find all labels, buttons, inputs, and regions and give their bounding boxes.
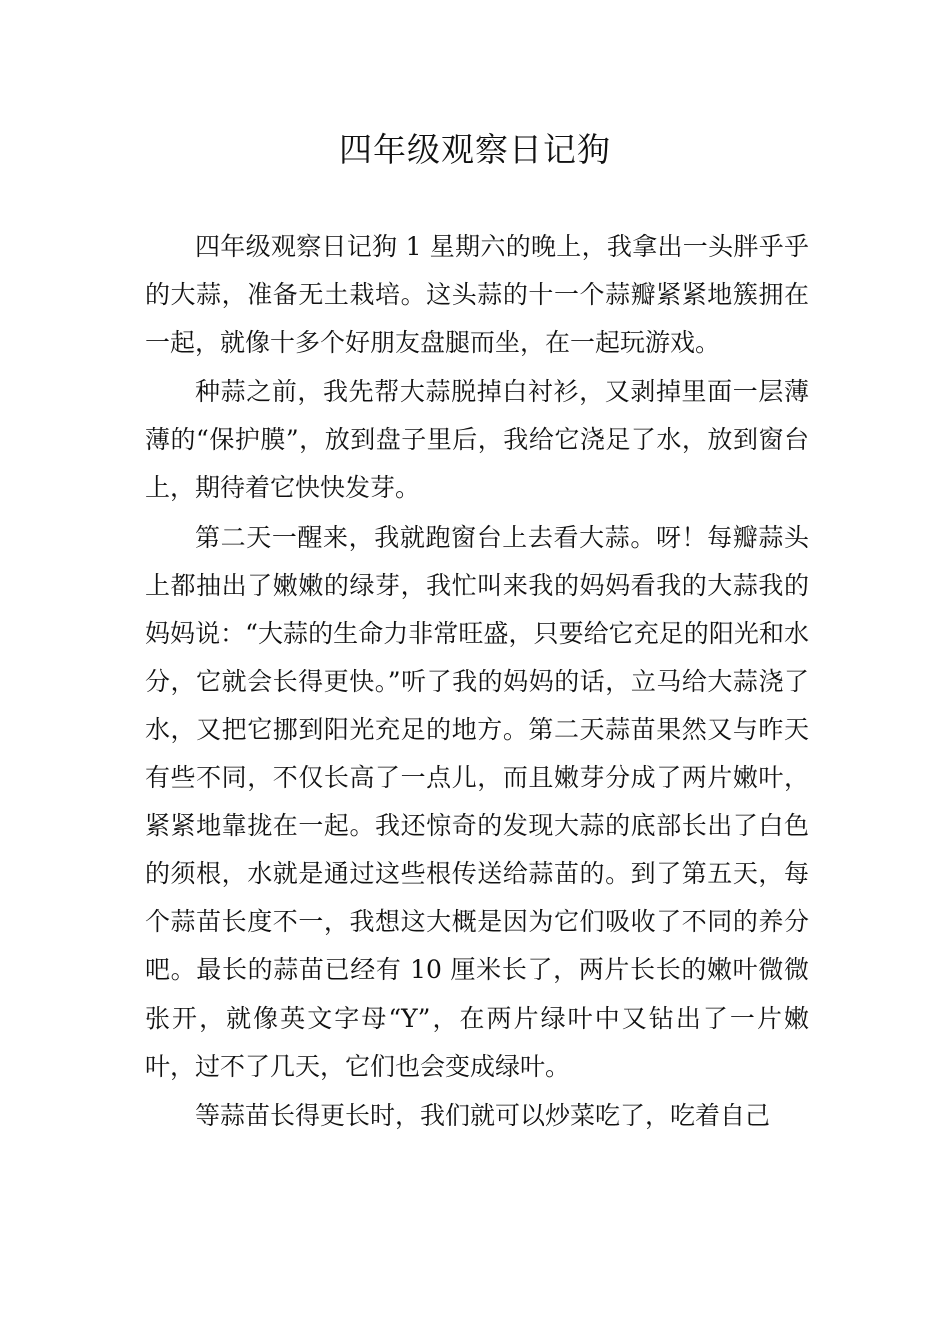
- document-body: [145, 223, 809, 1141]
- paragraph-2: 种蒜之前，我先帮大蒜脱掉白衬衫，又剥掉里面一层薄薄的“保护膜”，放到盘子里后，我给它浇足了水，放到窗台上，期待着它快快发芽。: [145, 377, 809, 503]
- paragraph-1: 四年级观察日记狗 1 星期六的晚上，我拿出一头胖乎乎的大蒜，准备无土栽培。这头蒜的十一个蒜瓣紧紧地簇拥在一起，就像十多个好朋友盘腿而坐，在一起玩游戏。: [145, 232, 809, 358]
- paragraph-4: 等蒜苗长得更长时，我们就可以炒菜吃了，吃着自己: [195, 1100, 771, 1130]
- paragraph-3: 第二天一醒来，我就跑窗台上去看大蒜。呀！每瓣蒜头上都抽出了嫩嫩的绿芽，我忙叫来我的妈妈看我的大蒜我的妈妈说：“大蒜的生命力非常旺盛，只要给它充足的阳光和水分，它就会长得更快。”听了我的妈妈的话，立马给大蒜浇了水，又把它挪到阳光充足的地方。第二天蒜苗果然又与昨天有些不同，不仅长高了一点儿，而且嫩芽分成了两片嫩叶，紧紧地靠拢在一起。我还惊奇的发现大蒜的底部长出了白色的须根，水就是通过这些根传送给蒜苗的。到了第五天，每个蒜苗长度不一，我想这大概是因为它们吸收了不同的养分吧。最长的蒜苗已经有 10 厘米长了，两片长长的嫩叶微微张开，就像英文字母“Y”，在两片绿叶中又钻出了一片嫩叶，过不了几天，它们也会变成绿叶。: [145, 522, 809, 1081]
- document-title: 四年级观察日记狗: [339, 130, 611, 169]
